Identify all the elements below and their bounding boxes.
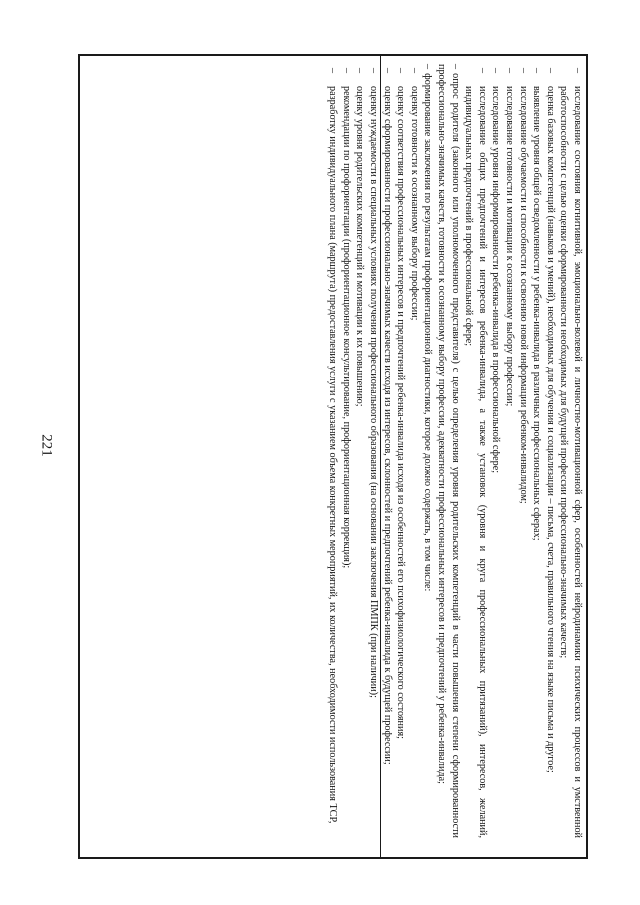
- bullet-dash: –: [327, 68, 339, 74]
- list-item: [557, 64, 584, 838]
- text-cell: [327, 56, 588, 857]
- list-item: [394, 64, 408, 838]
- list-item: [502, 64, 516, 838]
- list-item: [462, 64, 489, 838]
- list-item-text: оценку нуждаемости в специальных условиях получения профессионального образования (на основании заключения ПМПК (при наличии);: [368, 86, 380, 698]
- page-number: 221: [38, 434, 55, 457]
- list-item-text: формирование заключения по результатам профориентационной диагностики, которое должно содержать, в том числе:: [422, 73, 434, 592]
- list-item: [367, 64, 381, 838]
- list-item: [530, 64, 544, 838]
- bullet-dash: –: [354, 68, 366, 74]
- bullet-dash: –: [395, 68, 407, 74]
- list-item: [434, 64, 461, 838]
- bullet-dash: –: [340, 68, 352, 74]
- bullet-dash: –: [572, 68, 583, 74]
- list-item-text: исследование уровня информированности ребенка-инвалида в профессиональной сфере;: [490, 86, 502, 474]
- list-item-text: рекомендации по профориентации (профориентационное консультирование, профориентационная коррекция);: [340, 86, 352, 569]
- list-item-text: исследование готовности и мотивации к осознанному выбору профессии;: [504, 86, 516, 407]
- list-item-text: исследование обучаемости и способности к освоению новой информации ребенком-инвалидом;: [517, 86, 529, 504]
- list-item-text: оценку сформированности профессионально-значимых качеств исходя из интересов, склонностей и предпочтений ребенка-инвалида к будущей профессии;: [381, 86, 393, 765]
- bullet-dash: –: [449, 64, 461, 70]
- list-item-text: разработку индивидуального плана (маршрута) предоставления услуги с указанием объема конкретных мероприятий, их количества, необходимости использования ТСР,: [327, 86, 339, 824]
- list-item-text: опрос родителя (законного или уполномоченного представителя) с целью определения уровня родительских компетенций в части повышения степени сформированности профессионально-значимых качеств, готовности к осознанному выбору профессии, адекватности профессиональных интересов и предпочтений у ребенка-инвалида;: [436, 64, 461, 838]
- bullet-dash: –: [422, 64, 434, 70]
- table-frame: [78, 54, 588, 859]
- bullet-dash: –: [544, 68, 556, 74]
- list-item: [380, 64, 394, 838]
- bullet-dash: –: [531, 68, 543, 74]
- list-item-text: оценку готовности к осознанному выбору профессии;: [408, 86, 420, 321]
- bullet-dash: –: [504, 68, 516, 74]
- list-item: [353, 64, 367, 838]
- list-item-text: оценка базовых компетенций (навыков и умений), необходимых для обучения и социализации – письма, счета, правильного чтения на языке письма и другое;: [544, 86, 556, 773]
- bullet-dash: –: [368, 68, 380, 74]
- bullet-dash: –: [490, 68, 502, 74]
- list-item: [339, 64, 353, 838]
- list-item: [516, 64, 530, 838]
- item-list: [327, 56, 588, 846]
- list-item-text: оценку соответствия профессиональных интересов и предпочтений ребенка-инвалида исходя из особенностей его психофизиологического состояния;: [395, 86, 407, 739]
- bullet-dash: –: [408, 68, 420, 74]
- list-item-text: исследование общих предпочтений и интересов ребенка-инвалида, а также установок (уровня и круга профессиональных притязаний), интересов, желаний, индивидуальных предпочтений в профессиональной сфере;: [463, 86, 488, 838]
- list-item: [489, 64, 503, 838]
- bullet-dash: –: [517, 68, 529, 74]
- list-item-text: выявление уровня общей осведомленности у ребенка-инвалида в различных профессиональных сферах;: [531, 86, 543, 541]
- list-item: [326, 64, 340, 838]
- list-item: [407, 64, 421, 838]
- bullet-dash: –: [476, 68, 488, 74]
- list-item: [543, 64, 557, 838]
- list-item-text: оценку уровня родительских компетенций и мотивации к их повышению;: [354, 86, 366, 407]
- bullet-dash: –: [381, 68, 393, 74]
- list-item: [421, 64, 435, 838]
- list-item-text: исследование состояния когнитивной, эмоционально-волевой и личностно-мотивационной сфер, особенностей нейродинамики психических процессов и умственной работоспособности с целью оценки сформированности необходимых для будущей профессии профессионально-значимых качеств;: [558, 86, 583, 838]
